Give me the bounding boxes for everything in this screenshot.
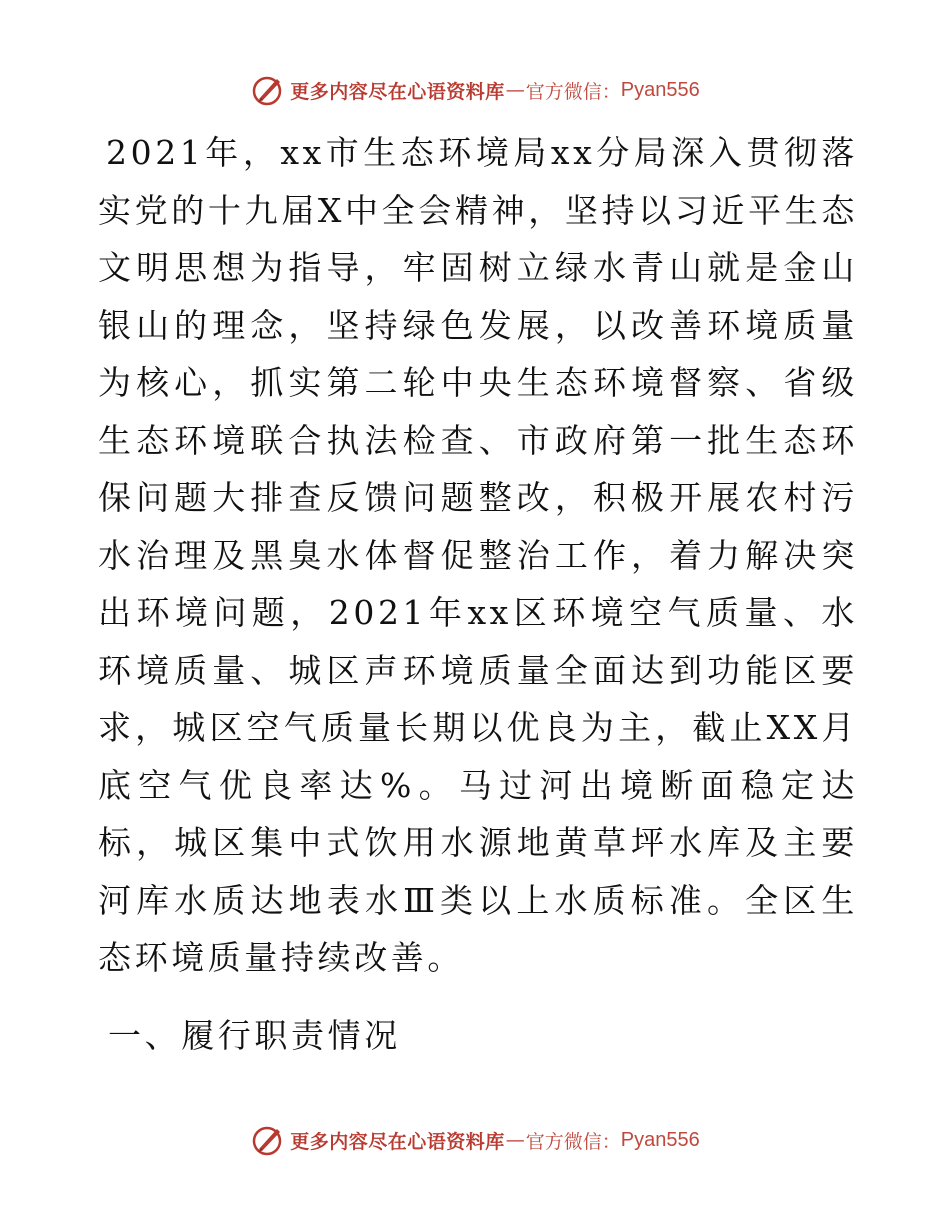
section-heading: 一、履行职责情况 <box>108 1015 401 1055</box>
banner-separator: — <box>505 79 525 101</box>
body-paragraph: 2021年，xx市生态环境局xx分局深入贯彻落实党的十九届X中全会精神，坚持以习近平生态文明思想为指导，牢固树立绿水青山就是金山银山的理念，坚持绿色发展，以改善环境质量为核心，抓实第二轮中央生态环境督察、省级生态环境联合执法检查、市政府第一批生态环保问题大排查反馈问题整改，积极开展农村污水治理及黑臭水体督促整治工作，着力解决突出环境问题，2021年xx区环境空气质量、水环境质量、城区声环境质量全面达到功能区要求，城区空气质量长期以优良为主，截止XX月底空气优良率达%。马过河出境断面稳定达标，城区集中式饮用水源地黄草坪水库及主要河库水质达地表水Ⅲ类以上水质标准。全区生态环境质量持续改善。 <box>98 133 858 977</box>
banner-wechat-label: 官方微信： <box>525 1130 621 1153</box>
document-body <box>98 124 858 1064</box>
banner-title: 更多内容尽在心语资料库 <box>290 1130 505 1153</box>
banner-wechat-id: Pyan556 <box>620 78 700 101</box>
banner-wechat-label: 官方微信： <box>525 80 621 103</box>
banner-title: 更多内容尽在心语资料库 <box>290 80 505 103</box>
quill-logo-icon <box>250 72 286 108</box>
banner-wechat-id: Pyan556 <box>620 1128 700 1151</box>
header-watermark-banner <box>0 70 950 110</box>
banner-separator: — <box>505 1129 525 1151</box>
footer-watermark-banner <box>0 1120 950 1160</box>
quill-logo-icon <box>250 1122 286 1158</box>
